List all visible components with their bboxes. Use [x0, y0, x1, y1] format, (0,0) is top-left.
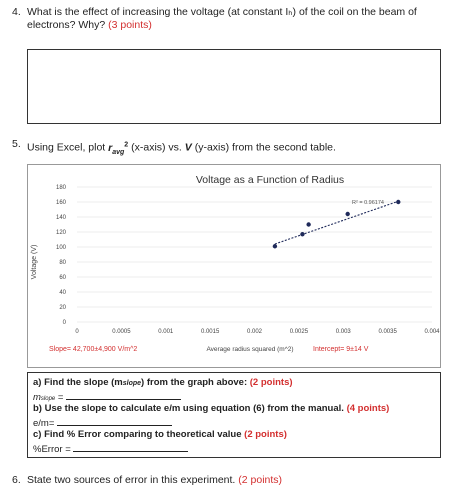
x-tick-label: 0.0005 — [112, 329, 131, 335]
y-tick-label: 160 — [55, 200, 66, 206]
trendline — [275, 201, 398, 244]
question-4-number: 4. — [12, 6, 21, 18]
data-point — [300, 232, 304, 236]
voltage-radius-chart — [27, 164, 441, 368]
part-a-points: (2 points) — [249, 377, 293, 388]
question-5 — [12, 138, 336, 156]
y-tick-label: 140 — [55, 215, 66, 221]
x-tick-label: 0 — [75, 329, 79, 335]
y-tick-label: 80 — [59, 260, 66, 266]
x-tick-label: 0.0015 — [200, 329, 220, 335]
x-tick-label: 0.002 — [246, 329, 263, 335]
r-symbol: r — [108, 141, 113, 154]
x-tick-label: 0.0025 — [289, 329, 309, 335]
question-5-text-b: (x-axis) vs. — [128, 141, 185, 154]
part-a-title: a) Find the slope (mslope) from the graph above: (2 points) — [33, 377, 293, 388]
x-tick-label: 0.004 — [424, 329, 440, 335]
x-tick-label: 0.003 — [335, 329, 351, 335]
data-point — [273, 244, 277, 248]
question-4-answer-box[interactable] — [27, 49, 441, 124]
part-b-points: (4 points) — [346, 403, 390, 414]
question-4-line-1: What is the effect of increasing the voltage (at constant Iₕ) of the coil on the beam of — [27, 6, 417, 18]
question-6-text: State two sources of error in this experiment. — [27, 474, 236, 486]
chart-title: Voltage as a Function of Radius — [195, 174, 345, 186]
r-superscript: 2 — [124, 141, 129, 148]
question-4-points: (3 points) — [108, 19, 152, 31]
part-a-field: mslope = — [33, 390, 181, 405]
y-tick-label: 20 — [59, 305, 66, 311]
question-6-number: 6. — [12, 474, 21, 486]
data-point — [306, 222, 310, 226]
data-point — [345, 212, 349, 216]
question-5-text-c: (y-axis) from the second table. — [191, 141, 336, 154]
part-c-field: %Error = — [33, 442, 188, 456]
v-symbol: V — [184, 141, 192, 154]
y-tick-label: 120 — [55, 230, 66, 236]
parts-answer-box — [27, 372, 441, 458]
question-4 — [12, 6, 462, 31]
part-b-field: e/m= — [33, 416, 172, 430]
y-tick-label: 100 — [55, 245, 66, 251]
y-tick-label: 60 — [59, 275, 66, 281]
r-subscript: avg — [112, 148, 125, 156]
question-5-number: 5. — [12, 138, 21, 150]
part-c-title: c) Find % Error comparing to theoretical value (2 points) — [33, 429, 287, 440]
slope-answer-line[interactable] — [66, 390, 181, 400]
question-5-text-a: Using Excel, plot — [27, 141, 109, 154]
percent-error-answer-line[interactable] — [73, 442, 188, 452]
y-axis-label: Voltage (V) — [31, 244, 38, 280]
question-4-line-2: electrons? Why? — [27, 19, 106, 31]
question-6-points: (2 points) — [238, 474, 283, 486]
y-tick-label: 0 — [62, 320, 66, 326]
part-b-title: b) Use the slope to calculate e/m using equation (6) from the manual. (4 points) — [33, 403, 390, 414]
r-squared-label: R² = 0.96174 — [352, 200, 384, 206]
part-c-points: (2 points) — [244, 429, 287, 440]
question-6 — [12, 474, 283, 487]
data-point — [396, 200, 400, 204]
x-axis-label: Average radius squared (m^2) — [206, 346, 294, 353]
x-tick-label: 0.0035 — [378, 329, 397, 335]
y-tick-label: 180 — [55, 185, 66, 191]
slope-label: Slope= 42,700±4,900 V/m^2 — [49, 346, 138, 353]
y-tick-label: 40 — [59, 290, 66, 296]
e-over-m-answer-line[interactable] — [57, 416, 172, 426]
intercept-label: Intercept= 9±14 V — [313, 346, 369, 353]
x-tick-label: 0.001 — [158, 329, 174, 335]
